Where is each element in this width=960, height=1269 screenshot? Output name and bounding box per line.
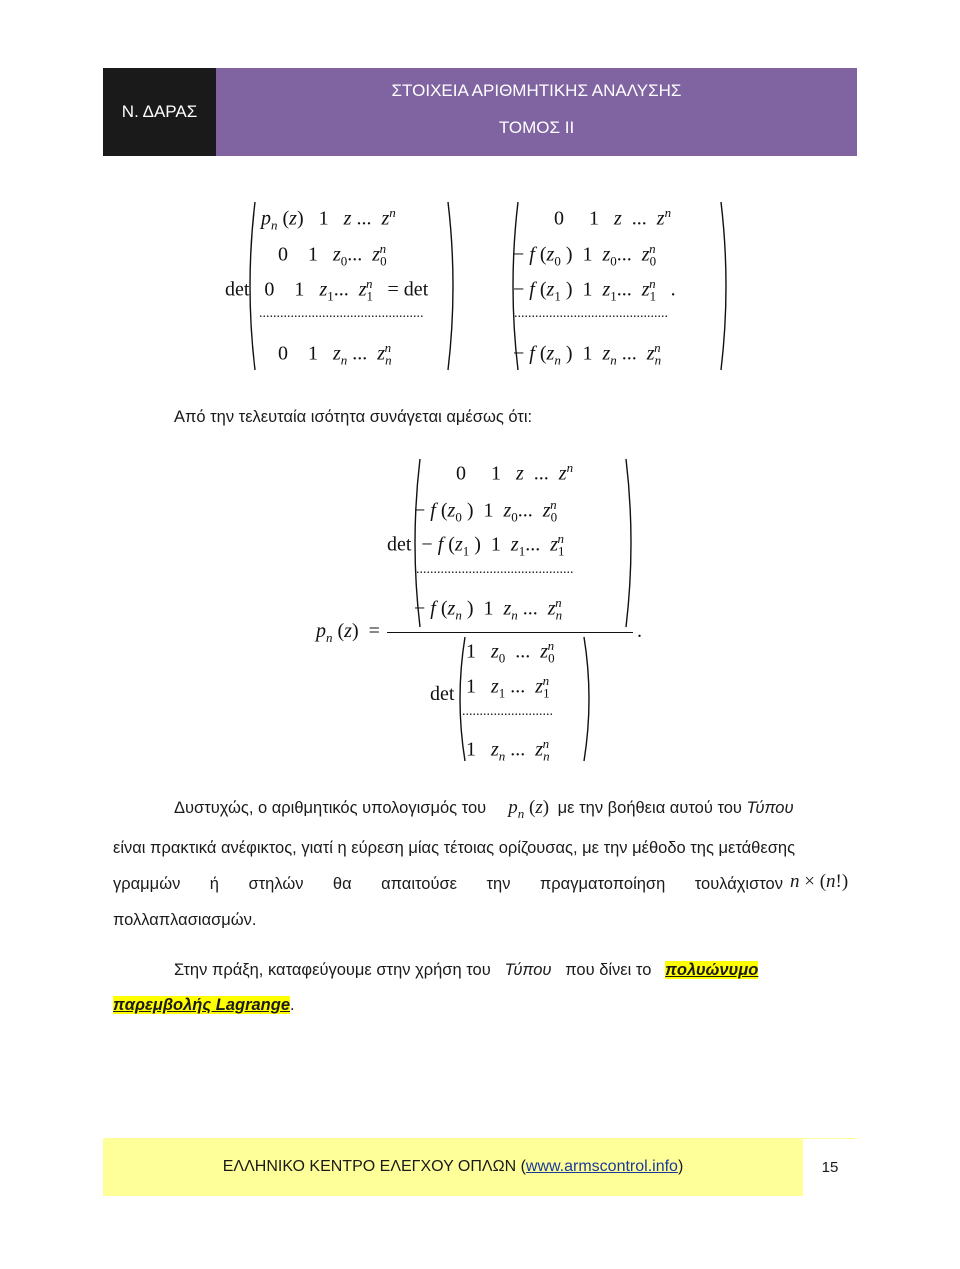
paragraph-line-4: πολλαπλασιασμών.: [113, 911, 257, 929]
intro-sentence: Από την τελευταία ισότητα συνάγεται αμέσως ότι:: [174, 408, 533, 426]
page-number: 15: [803, 1138, 857, 1196]
paragraph-line-1: Δυστυχώς, ο αριθμητικός υπολογισμός του $p_n$ (z) με την βοήθεια αυτού του Τύπου: [174, 797, 794, 821]
highlight-polynomial: πολυώνυμο: [665, 961, 759, 979]
highlight-lagrange: παρεμβολής Lagrange: [113, 996, 291, 1014]
book-title: ΣΤΟΙΧΕΙΑ ΑΡΙΘΜΗΤΙΚΗΣ ΑΝΑΛΥΣΗΣ: [391, 81, 682, 100]
volume-label: ΤΟΜΟΣ ΙΙ: [498, 118, 575, 137]
equation-determinant-identity: $p_n$ (z) 1 z ... $z^n$ 0 1 $z_0$... $z_0^n$ det 0 1 $z_1$... $z_1^n = \det$ ............................................... 0 1 $z_n$ ... $z_n^n$ 0 1 z ... $z^n$ − f ($z_0$ ) 1 $z_0$... $z_0^n$ − f ($z_1$ ) 1 $z_1$... $z_1^n$ . ............................................ − f ($z_n$ ) 1 $z_n$ ... $z_n^n$: [0, 0, 960, 400]
paragraph2-line-1: Στην πράξη, καταφεύγουμε στην χρήση του Τύπου που δίνει το πολυώνυμο: [174, 961, 759, 979]
paragraph-line-3: γραμμών ή στηλών θα απαιτούσε την πραγματοποίηση τουλάχιστον: [113, 875, 783, 893]
footer-organization: ΕΛΛΗΝΙΚΟ ΚΕΝΤΡΟ ΕΛΕΓΧΟΥ ΟΠΛΩΝ ( www.armscontrol.info ): [103, 1138, 803, 1196]
fraction-bar: [387, 632, 633, 633]
page-footer: [103, 1138, 857, 1196]
paragraph2-line-2: παρεμβολής Lagrange.: [113, 996, 295, 1014]
paragraph-line-2: είναι πρακτικά ανέφικτος, γιατί η εύρεση μίας τέτοιας ορίζουσας, με την μέθοδο της μετάθεσης: [113, 839, 796, 857]
equation-pn-fraction: 0 1 z ... $z^n$ − f ($z_0$ ) 1 $z_0$... $z_0^n$ det − f ($z_1$ ) 1 $z_1$... $z_1^n$ ............................................. − f ($z_n$ ) 1 $z_n$ ... $z_n^n$ $p_n$ (z) = . 1 $z_0$ ... $z_0^n$ det 1 $z_1$ ... $z_1^n$ .......................... 1 $z_n$ ... $z_n^n$: [316, 460, 642, 764]
author-label: Ν. ΔΑΡΑΣ: [103, 68, 216, 156]
footer-website-link[interactable]: www.armscontrol.info: [525, 1158, 678, 1175]
n-times-nfactorial: n × (n!): [790, 871, 849, 892]
